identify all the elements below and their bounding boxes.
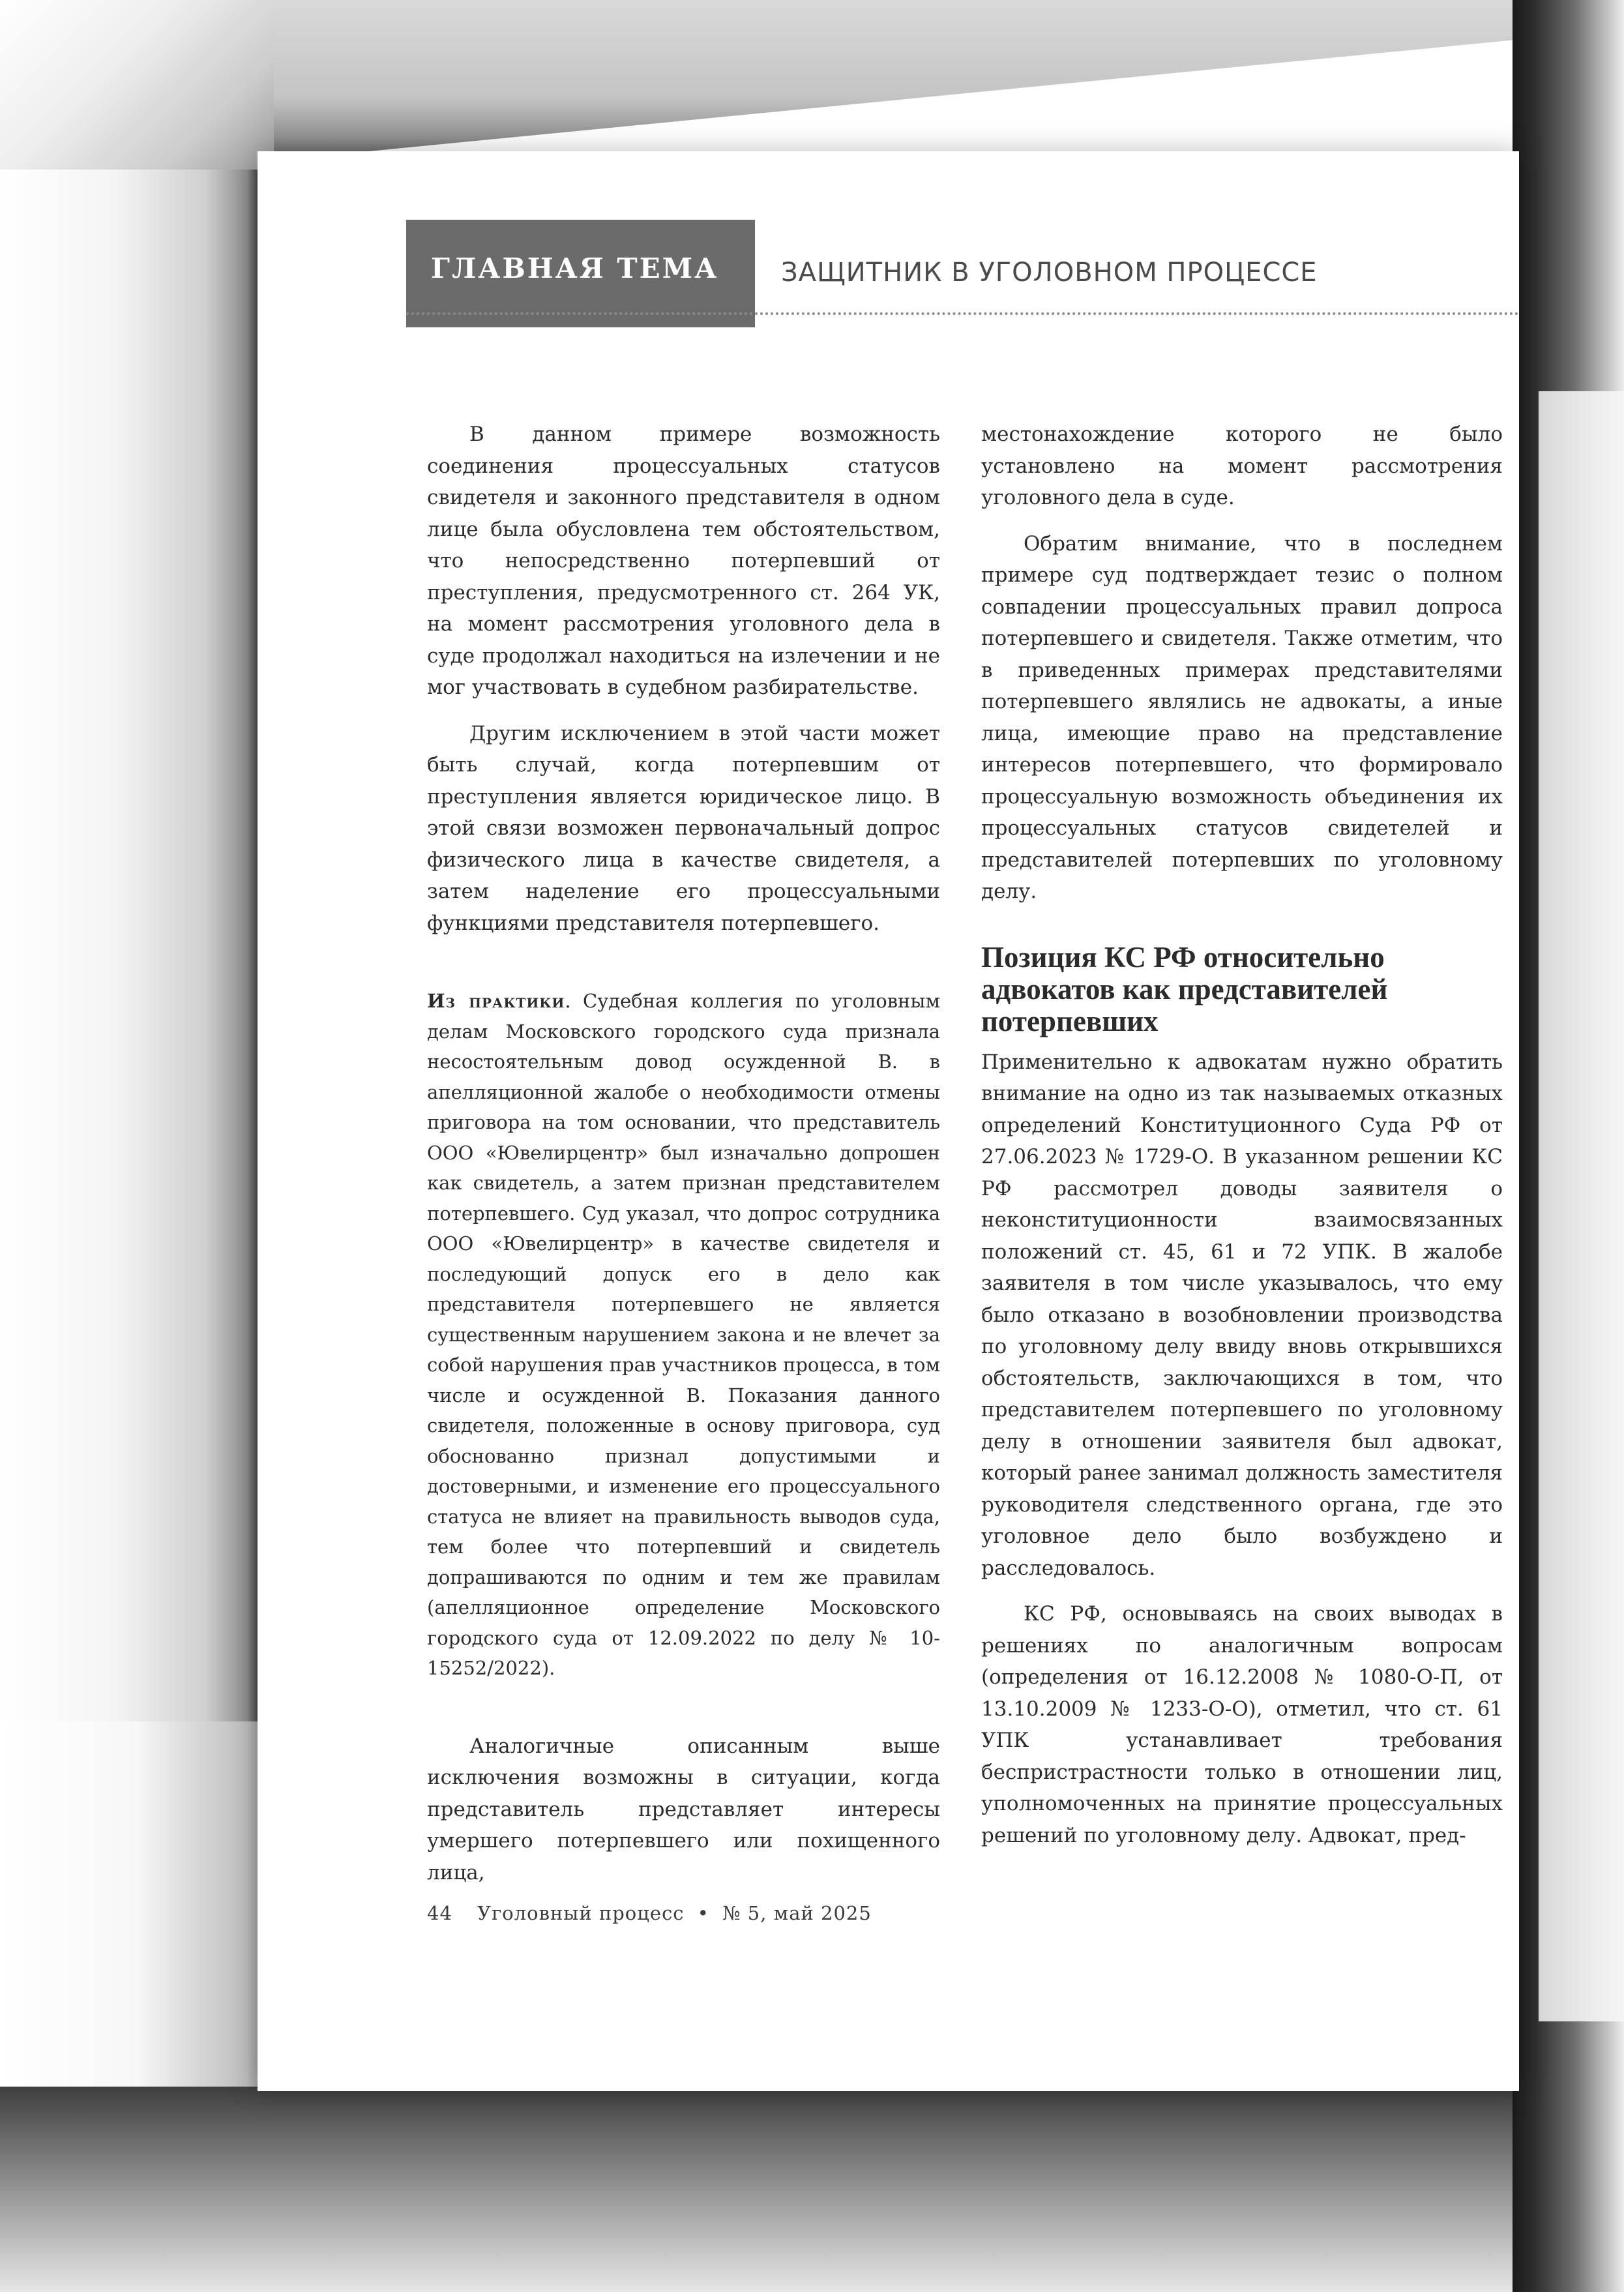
rubric-box — [406, 220, 755, 327]
adjacent-page-edge — [1539, 391, 1624, 2021]
journal-name: Уголовный процесс — [477, 1902, 685, 1924]
paragraph: Обратим внимание, что в последнем примере суд подтверждает тезис о полном совпадении процессуальных правил допроса потерпевшего и свидетеля. Также отметим, что в приведенных примерах представителями потерпевшего являлись не адвокаты, а иные лица, имеющие право на представление интересов потерпевшего, что формировало процессуальную возможность объединения их процессуальных статусов свидетелей и представителей потерпевших по уголовному делу. — [981, 531, 1503, 903]
left-column — [427, 419, 940, 1888]
practice-text: . Судебная коллегия по уголовным делам Московского городского суда признала несостоятельным довод осужденной В. в апелляционной жалобе о необходимости отмены приговора на том основании, что представитель ООО «Ювелирцентр» был изначально допрошен как свидетель, а затем признан представителем потерпевшего. Суд указал, что допрос сотрудника ООО «Ювелирцентр» в качестве свидетеля и последующий допуск его в дело как представителя потерпевшего не является существенным нарушением закона и не влечет за собой нарушения прав участников процесса, в том числе и осужденной В. Показания данного свидетеля, положенные в основу приговора, суд обоснованно признал допустимыми и достоверными, и изменение его процессуального статуса не влияет на правильность выводов суда, тем более что потерпевший и свидетель допрашиваются по одним и тем же правилам (апелляционное определение Московского городского суда от 12.09.2022 по делу № 10-15252/2022). — [427, 990, 941, 1679]
page-footer — [427, 1902, 872, 1924]
issue-info: № 5, май 2025 — [722, 1902, 872, 1924]
document-page — [258, 151, 1519, 2091]
paragraph: Другим исключением в этой части может быть случай, когда потерпевшим от преступления является юридическое лицо. В этой связи возможен первоначальный допрос физического лица в качестве свидетеля, а затем наделение его процессуальными функциями представителя потерпевшего. — [427, 721, 940, 935]
footer-bullet: • — [697, 1902, 709, 1924]
scan-shadow-left-top — [0, 0, 274, 170]
page-number: 44 — [427, 1902, 452, 1924]
section-heading: Позиция КС РФ относительно адвокатов как представителей потерпевших — [981, 940, 1388, 1037]
rubric-label: ГЛАВНАЯ ТЕМА — [431, 252, 719, 284]
paragraph: Применительно к адвокатам нужно обратить внимание на одно из так называемых отказных определений Конституционного Суда РФ от 27.06.2023 № 1729-О. В указанном решении КС РФ рассмотрел доводы заявителя о неконституционности взаимосвязанных положений ст. 45, 61 и 72 УПК. В жалобе заявителя в том числе указывалось, что ему было отказано в возобновлении производства по уголовному делу ввиду вновь открывшихся обстоятельств, заключающихся в том, что представителем потерпевшего по уголовному делу в отношении заявителя был адвокат, который ранее занимал должность заместителя руководителя следственного органа, где это уголовное дело было возбуждено и расследовалось. — [981, 1050, 1503, 1580]
page-header — [406, 220, 1519, 327]
right-column — [981, 419, 1503, 1851]
paragraph: Аналогичные описанным выше исключения возможны в ситуации, когда представитель представляет интересы умершего потерпевшего или похищенного лица, — [427, 1734, 940, 1884]
section-title: ЗАЩИТНИК В УГОЛОВНОМ ПРОЦЕССЕ — [781, 258, 1318, 288]
paragraph: местонахождение которого не было установлено на момент рассмотрения уголовного дела в суде. — [981, 423, 1503, 509]
header-divider — [406, 312, 1519, 315]
scan-shadow-bottom — [0, 2087, 1624, 2292]
paragraph: В данном примере возможность соединения процессуальных статусов свидетеля и законного представителя в одном лице была обусловлена тем обстоятельством, что непосредственно потерпевший от преступления, предусмотренного ст. 264 УК, на момент рассмотрения уголовного дела в суде продолжал находиться на излечении и не мог участвовать в судебном разбирательстве. — [427, 423, 940, 699]
practice-note — [427, 986, 940, 1684]
paragraph: КС РФ, основываясь на своих выводах в решениях по аналогичным вопросам (определения от 16.12.2008 № 1080-О-П, от 13.10.2009 № 1233-О-О), отметил, что ст. 61 УПК устанавливает требования беспристрастности только в отношении лиц, уполномоченных на принятие процессуальных решений по уголовному делу. Адвокат, пред- — [981, 1602, 1503, 1847]
practice-lead: Из практики — [427, 990, 565, 1012]
